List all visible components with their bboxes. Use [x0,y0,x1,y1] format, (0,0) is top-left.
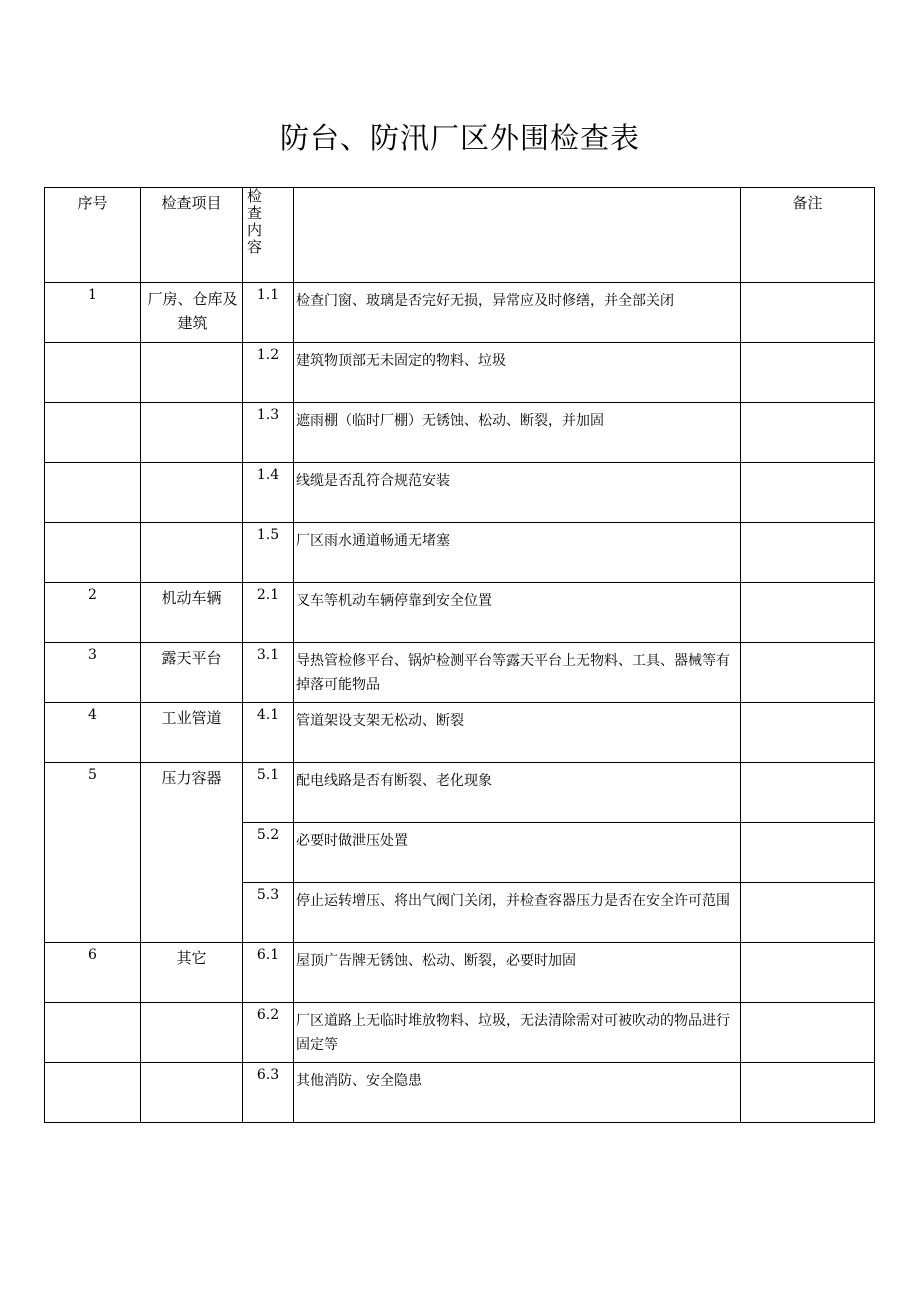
table-row [45,523,875,583]
item-name: 露天平台 [161,649,222,667]
item-name [141,463,242,467]
item-name: 压力容器 [161,769,222,787]
header-seq [45,188,141,283]
item-content: 配电线路是否有断裂、老化现象 [296,773,492,789]
item-content: 厂区雨水通道畅通无堵塞 [296,533,450,549]
item-content: 停止运转增压、将出气阀门关闭，并检查容器压力是否在安全许可范围 [296,893,730,909]
content-cell [294,523,741,583]
seq-number: 2 [88,587,97,603]
remark-cell[interactable] [741,523,875,583]
num-cell [243,1003,294,1063]
item-content: 导热管检修平台、锅炉检测平台等露天平台上无物料、工具、器械等有掉落可能物品 [296,653,730,693]
seq-cell [45,343,141,403]
seq-number: 1 [88,287,97,303]
seq-cell [45,463,141,523]
content-cell [294,883,741,943]
table-header-row [45,188,875,283]
num-cell [243,943,294,1003]
num-cell [243,703,294,763]
item-cell [141,1063,243,1123]
table-row [45,463,875,523]
seq-cell [45,643,141,703]
num-cell [243,1063,294,1123]
item-content: 屋顶广告牌无锈蚀、松动、断裂，必要时加固 [296,953,576,969]
item-number: 6.3 [256,1067,280,1083]
remark-cell[interactable] [741,463,875,523]
item-number: 3.1 [256,647,280,663]
item-number: 4.1 [256,707,280,723]
remark-cell[interactable] [741,943,875,1003]
remark-cell[interactable] [741,703,875,763]
content-cell [294,1003,741,1063]
content-cell [294,823,741,883]
remark-cell[interactable] [741,1063,875,1123]
seq-cell [45,763,141,943]
content-cell [294,643,741,703]
seq-cell [45,703,141,763]
table-row [45,1063,875,1123]
num-cell [243,403,294,463]
seq-cell [45,1003,141,1063]
seq-number [45,403,140,407]
seq-number [45,1003,140,1007]
item-name [141,1063,242,1067]
header-seq-label: 序号 [77,194,108,212]
item-cell [141,763,243,943]
remark-cell[interactable] [741,283,875,343]
content-cell [294,943,741,1003]
remark-cell[interactable] [741,403,875,463]
table-row [45,403,875,463]
num-cell [243,643,294,703]
item-number: 1.5 [256,527,280,543]
item-cell [141,523,243,583]
table-row [45,943,875,1003]
header-remark-label: 备注 [792,194,823,212]
remark-cell[interactable] [741,823,875,883]
content-cell [294,403,741,463]
table-row [45,763,875,823]
item-number: 5.1 [256,767,280,783]
item-name: 厂房、仓库及建筑 [147,290,238,332]
item-number: 2.1 [256,587,280,603]
item-name: 其它 [176,949,207,967]
item-cell [141,703,243,763]
header-remark [741,188,875,283]
seq-cell [45,523,141,583]
item-number: 5.2 [256,827,280,843]
num-cell [243,463,294,523]
remark-cell[interactable] [741,343,875,403]
seq-cell [45,583,141,643]
item-name: 机动车辆 [161,589,222,607]
num-cell [243,583,294,643]
item-content: 遮雨棚（临时厂棚）无锈蚀、松动、断裂，并加固 [296,413,604,429]
item-content: 检查门窗、玻璃是否完好无损，异常应及时修缮，并全部关闭 [296,293,674,309]
content-cell [294,343,741,403]
remark-cell[interactable] [741,643,875,703]
item-cell [141,283,243,343]
item-cell [141,1003,243,1063]
item-name [141,403,242,407]
table-row [45,283,875,343]
table-row [45,703,875,763]
content-cell [294,583,741,643]
item-content: 叉车等机动车辆停靠到安全位置 [296,593,492,609]
item-cell [141,943,243,1003]
table-row [45,643,875,703]
num-cell [243,343,294,403]
seq-number: 3 [88,647,97,663]
item-cell [141,583,243,643]
content-cell [294,1063,741,1123]
item-name [141,1003,242,1007]
seq-cell [45,403,141,463]
num-cell [243,883,294,943]
header-content-blank [294,188,741,283]
item-content: 其他消防、安全隐患 [296,1073,422,1089]
num-cell [243,763,294,823]
content-cell [294,463,741,523]
item-number: 6.2 [256,1007,280,1023]
table-row [45,343,875,403]
table-row [45,1003,875,1063]
item-number: 5.3 [256,887,280,903]
item-content: 厂区道路上无临时堆放物料、垃圾，无法清除需对可被吹动的物品进行固定等 [296,1013,730,1053]
page-title: 防台、防汛厂区外围检查表 [279,121,640,155]
header-content [243,188,294,283]
seq-cell [45,943,141,1003]
item-number: 1.2 [256,347,280,363]
item-name: 工业管道 [161,709,222,727]
num-cell [243,283,294,343]
remark-cell[interactable] [741,883,875,943]
num-cell [243,823,294,883]
seq-number: 6 [88,947,97,963]
item-cell [141,463,243,523]
remark-cell[interactable] [741,583,875,643]
item-number: 1.1 [256,287,280,303]
seq-cell [45,1063,141,1123]
item-number: 1.4 [256,467,280,483]
item-cell [141,343,243,403]
seq-number [45,1063,140,1067]
seq-number [45,463,140,467]
header-item-label: 检查项目 [161,194,222,212]
item-number: 1.3 [256,407,280,423]
header-content-label: 检查内容 [247,187,263,256]
content-cell [294,703,741,763]
item-name [141,523,242,527]
remark-cell[interactable] [741,763,875,823]
content-cell [294,763,741,823]
item-content: 管道架设支架无松动、断裂 [296,713,464,729]
item-name [141,343,242,347]
item-cell [141,643,243,703]
table-row [45,583,875,643]
seq-cell [45,283,141,343]
content-cell [294,283,741,343]
seq-number: 5 [88,767,97,783]
item-number: 6.1 [256,947,280,963]
inspection-table [44,187,875,1123]
item-content: 必要时做泄压处置 [296,833,408,849]
seq-number [45,343,140,347]
remark-cell[interactable] [741,1003,875,1063]
header-item [141,188,243,283]
item-cell [141,403,243,463]
num-cell [243,523,294,583]
seq-number [45,523,140,527]
item-content: 建筑物顶部无未固定的物料、垃圾 [296,353,506,369]
seq-number: 4 [88,707,97,723]
item-content: 线缆是否乱符合规范安装 [296,473,450,489]
